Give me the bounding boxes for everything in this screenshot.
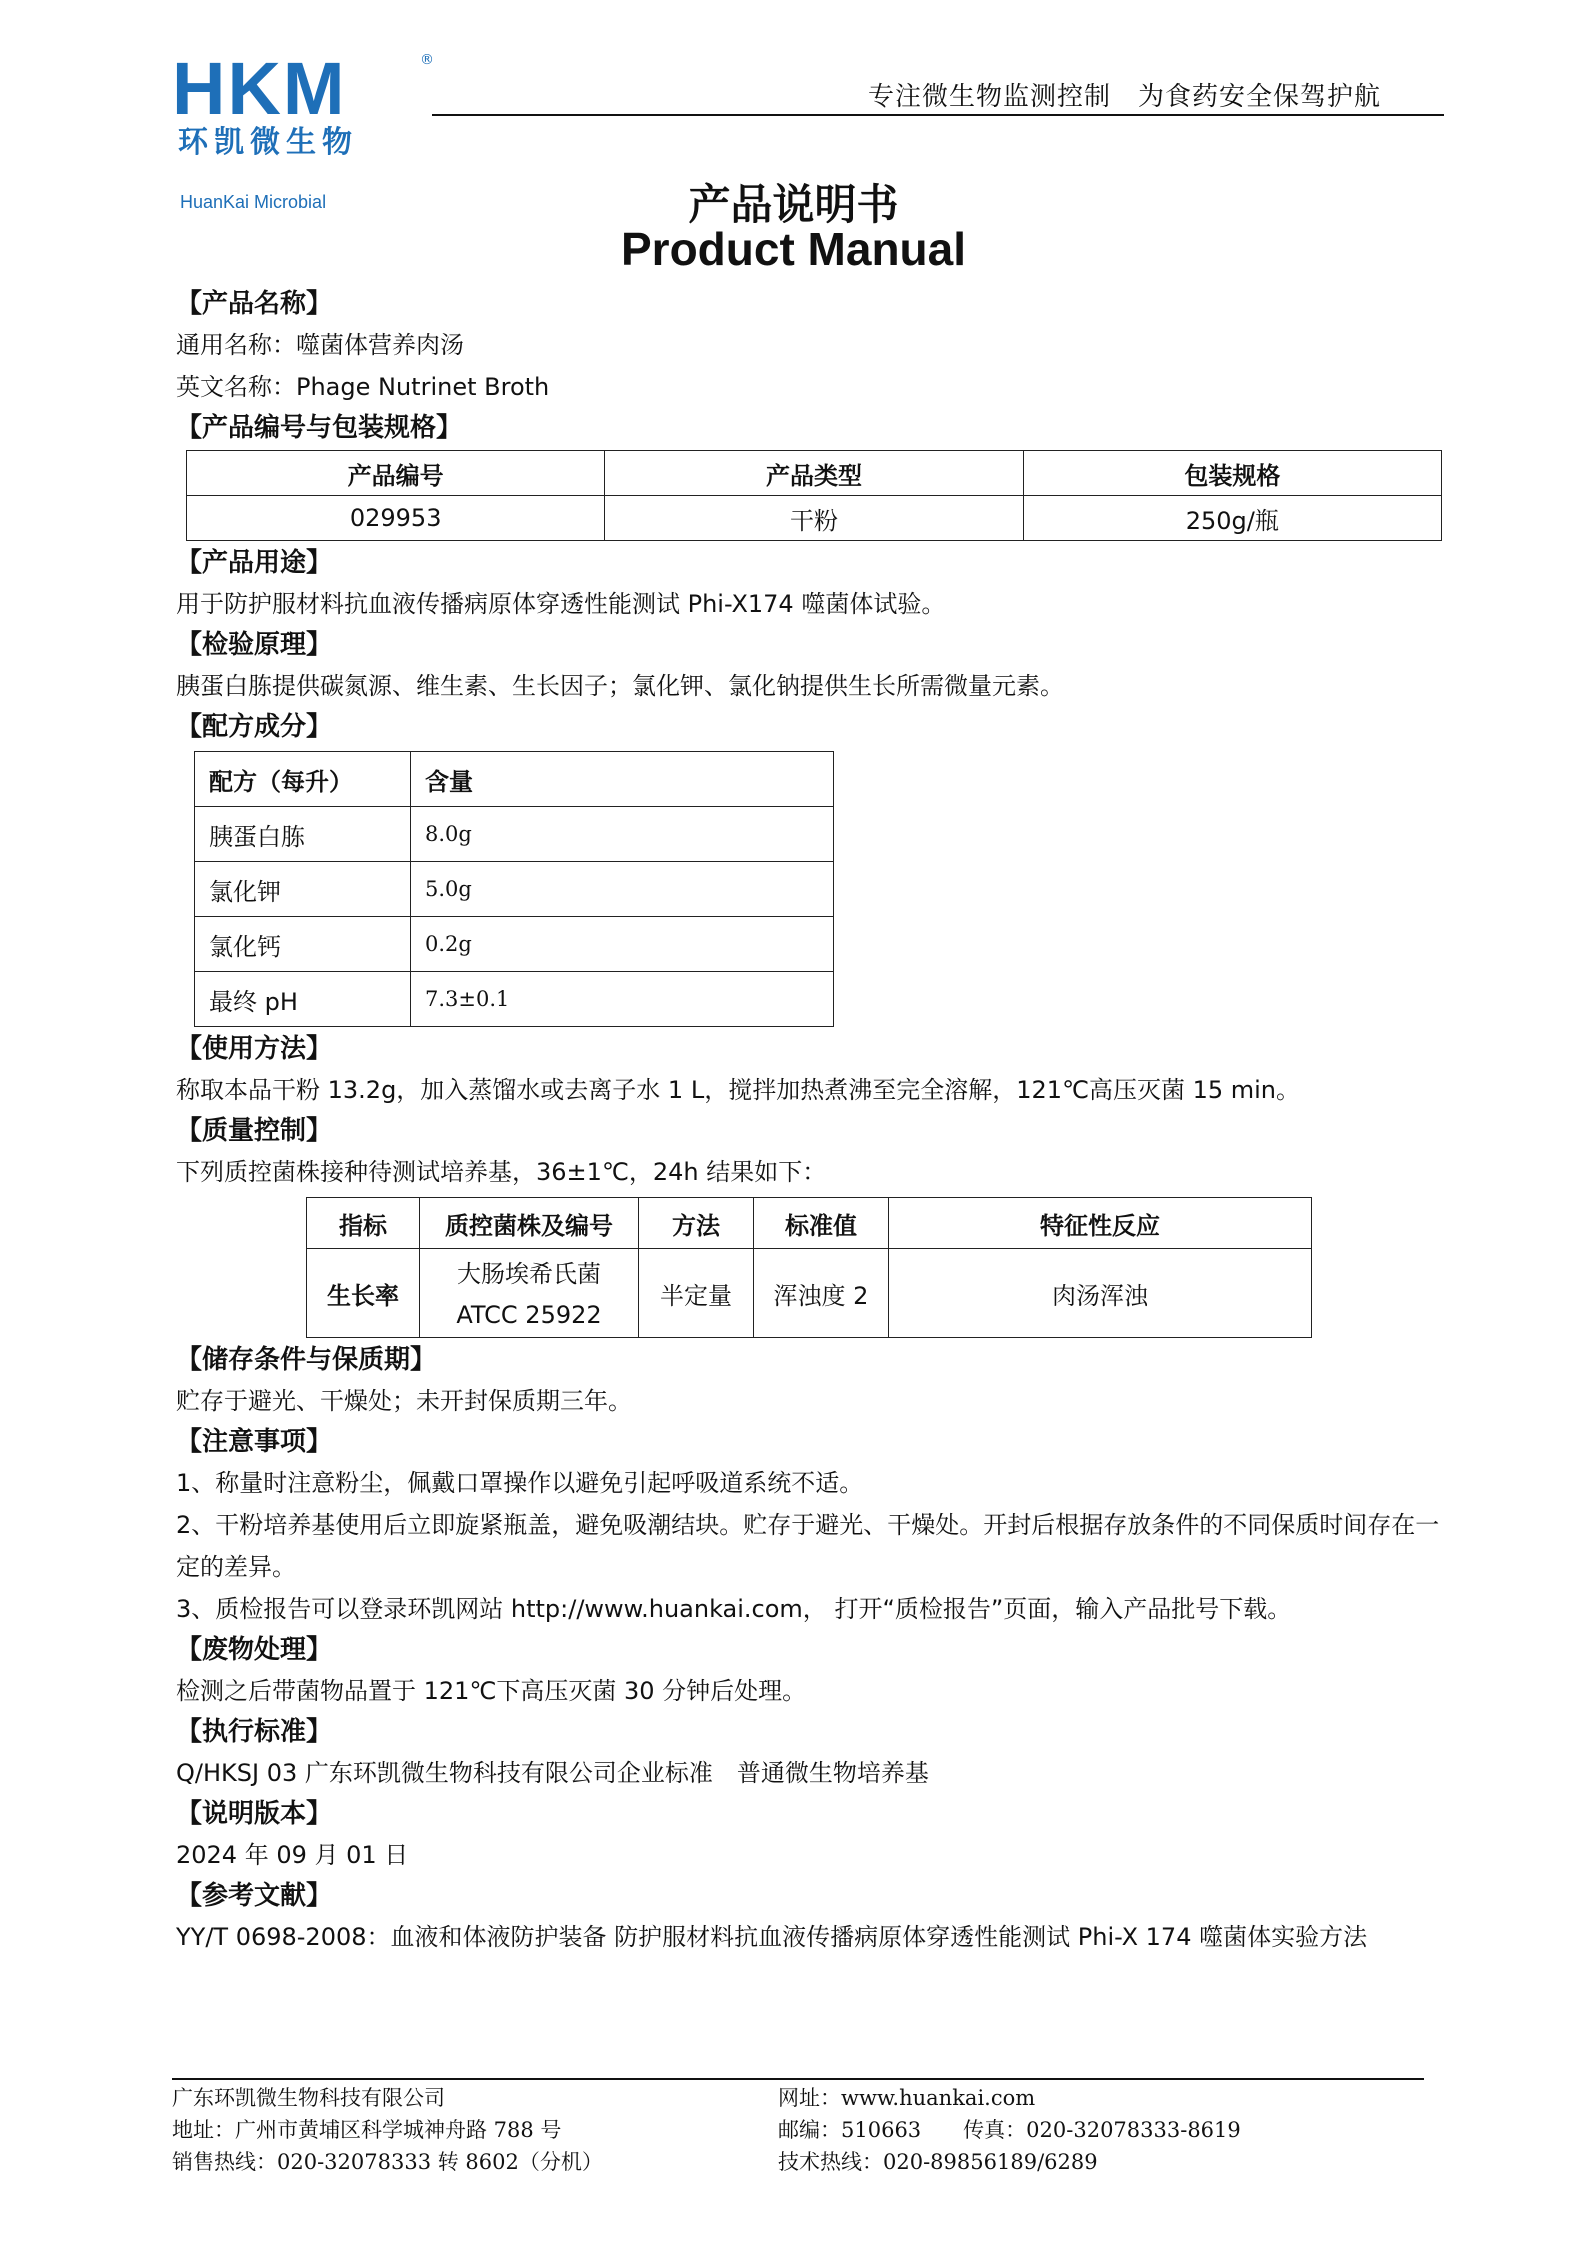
section-heading-spec: 【产品编号与包装规格】 (176, 413, 463, 443)
note-item: 1、称量时注意粉尘，佩戴口罩操作以避免引起呼吸道系统不适。 (176, 1469, 864, 1497)
spec-table (186, 450, 1442, 541)
table-row (187, 496, 1442, 541)
footer-tech-hotline: 技术热线：020-89856189/6289 (778, 2150, 1098, 2174)
ingredient-name: 最终 pH (195, 972, 411, 1027)
table-header-row (195, 752, 834, 807)
table-header-cell: 指标 (307, 1198, 420, 1249)
table-row (195, 972, 834, 1027)
note-item: 2、干粉培养基使用后立即旋紧瓶盖，避免吸潮结块。贮存于避光、干燥处。开封后根据存放条件的不同保质时间存在一定的差异。 (176, 1511, 1440, 1581)
table-header-cell: 质控菌株及编号 (420, 1198, 639, 1249)
references-text: YY/T 0698-2008：血液和体液防护装备 防护服材料抗血液传播病原体穿透性能测试 Phi-X 174 噬菌体实验方法 (176, 1923, 1368, 1951)
footer-company: 广东环凯微生物科技有限公司 (172, 2086, 445, 2110)
qc-method: 半定量 (639, 1249, 754, 1338)
section-heading-usage: 【产品用途】 (176, 548, 333, 578)
registered-mark: ® (420, 52, 434, 68)
table-header-cell: 标准值 (754, 1198, 889, 1249)
footer-right (778, 2082, 1241, 2178)
storage-text: 贮存于避光、干燥处；未开封保质期三年。 (176, 1387, 632, 1415)
qc-indicator: 生长率 (307, 1249, 420, 1338)
section-heading-storage: 【储存条件与保质期】 (176, 1345, 437, 1375)
standard-text: Q/HKSJ 03 广东环凯微生物科技有限公司企业标准 普通微生物培养基 (176, 1759, 929, 1787)
qc-intro: 下列质控菌株接种待测试培养基，36±1℃，24h 结果如下： (176, 1158, 827, 1186)
table-row (195, 862, 834, 917)
table-header-cell: 产品类型 (605, 451, 1023, 496)
table-header-cell: 包装规格 (1023, 451, 1441, 496)
usage-text: 用于防护服材料抗血液传播病原体穿透性能测试 Phi-X174 噬菌体试验。 (176, 590, 946, 618)
ingredient-name: 氯化钙 (195, 917, 411, 972)
principle-text: 胰蛋白胨提供碳氮源、维生素、生长因子；氯化钾、氯化钠提供生长所需微量元素。 (176, 672, 1064, 700)
table-header-cell: 产品编号 (187, 451, 605, 496)
section-heading-formula: 【配方成分】 (176, 712, 333, 742)
formula-table (194, 751, 834, 1027)
footer-sales-hotline: 销售热线：020-32078333 转 8602（分机） (172, 2150, 603, 2174)
qc-standard: 浑浊度 2 (754, 1249, 889, 1338)
title-chinese: 产品说明书 (688, 180, 899, 229)
generic-name: 通用名称：噬菌体营养肉汤 (176, 331, 464, 359)
ingredient-amount: 8.0g (411, 807, 834, 862)
ingredient-amount: 7.3±0.1 (411, 972, 834, 1027)
disposal-text: 检测之后带菌物品置于 121℃下高压灭菌 30 分钟后处理。 (176, 1677, 807, 1705)
ingredient-name: 氯化钾 (195, 862, 411, 917)
footer-website: 网址：www.huankai.com (778, 2086, 1036, 2110)
version-text: 2024 年 09 月 01 日 (176, 1841, 409, 1869)
package-size: 250g/瓶 (1023, 496, 1441, 541)
table-header-cell: 特征性反应 (889, 1198, 1312, 1249)
title-english: Product Manual (620, 223, 967, 275)
table-row (195, 917, 834, 972)
table-header-row (307, 1198, 1312, 1249)
ingredient-name: 胰蛋白胨 (195, 807, 411, 862)
logo-english-name: HuanKai Microbial (180, 192, 327, 212)
footer-postcode-fax: 邮编：510663 传真：020-32078333-8619 (778, 2118, 1241, 2142)
ingredient-amount: 0.2g (411, 917, 834, 972)
footer-divider (172, 2078, 1424, 2080)
section-heading-disposal: 【废物处理】 (176, 1635, 333, 1665)
section-heading-standard: 【执行标准】 (176, 1717, 333, 1747)
manual-content (176, 284, 1446, 1958)
section-heading-references: 【参考文献】 (176, 1881, 333, 1911)
header-divider (432, 114, 1444, 116)
qc-strain-name: 大肠埃希氏菌 (420, 1249, 639, 1294)
qc-table (306, 1197, 1312, 1338)
section-heading-principle: 【检验原理】 (176, 630, 333, 660)
table-header-row (187, 451, 1442, 496)
qc-strain-code: ATCC 25922 (420, 1293, 639, 1338)
table-row (307, 1249, 1312, 1294)
table-row (195, 807, 834, 862)
footer-left (172, 2082, 603, 2178)
header-slogan: 专注微生物监测控制 为食药安全保驾护航 (868, 82, 1382, 112)
table-header-cell: 配方（每升） (195, 752, 411, 807)
table-header-cell: 方法 (639, 1198, 754, 1249)
product-type: 干粉 (605, 496, 1023, 541)
section-heading-name: 【产品名称】 (176, 289, 333, 319)
product-code: 029953 (187, 496, 605, 541)
table-header-cell: 含量 (411, 752, 834, 807)
section-heading-qc: 【质量控制】 (176, 1116, 333, 1146)
footer-address: 地址：广州市黄埔区科学城神舟路 788 号 (172, 2118, 562, 2142)
logo-chinese-name: 环凯微生物 (178, 125, 358, 160)
method-text: 称取本品干粉 13.2g，加入蒸馏水或去离子水 1 L，搅拌加热煮沸至完全溶解，121℃高压灭菌 15 min。 (176, 1076, 1301, 1104)
section-heading-version: 【说明版本】 (176, 1799, 333, 1829)
note-item: 3、质检报告可以登录环凯网站 http://www.huankai.com， 打开“质检报告”页面，输入产品批号下载。 (176, 1595, 1292, 1623)
ingredient-amount: 5.0g (411, 862, 834, 917)
qc-reaction: 肉汤浑浊 (889, 1249, 1312, 1338)
english-name: 英文名称：Phage Nutrinet Broth (176, 373, 550, 401)
section-heading-notes: 【注意事项】 (176, 1427, 333, 1457)
section-heading-method: 【使用方法】 (176, 1034, 333, 1064)
logo-hkm-text: HKM (172, 47, 347, 130)
company-logo (172, 47, 434, 212)
